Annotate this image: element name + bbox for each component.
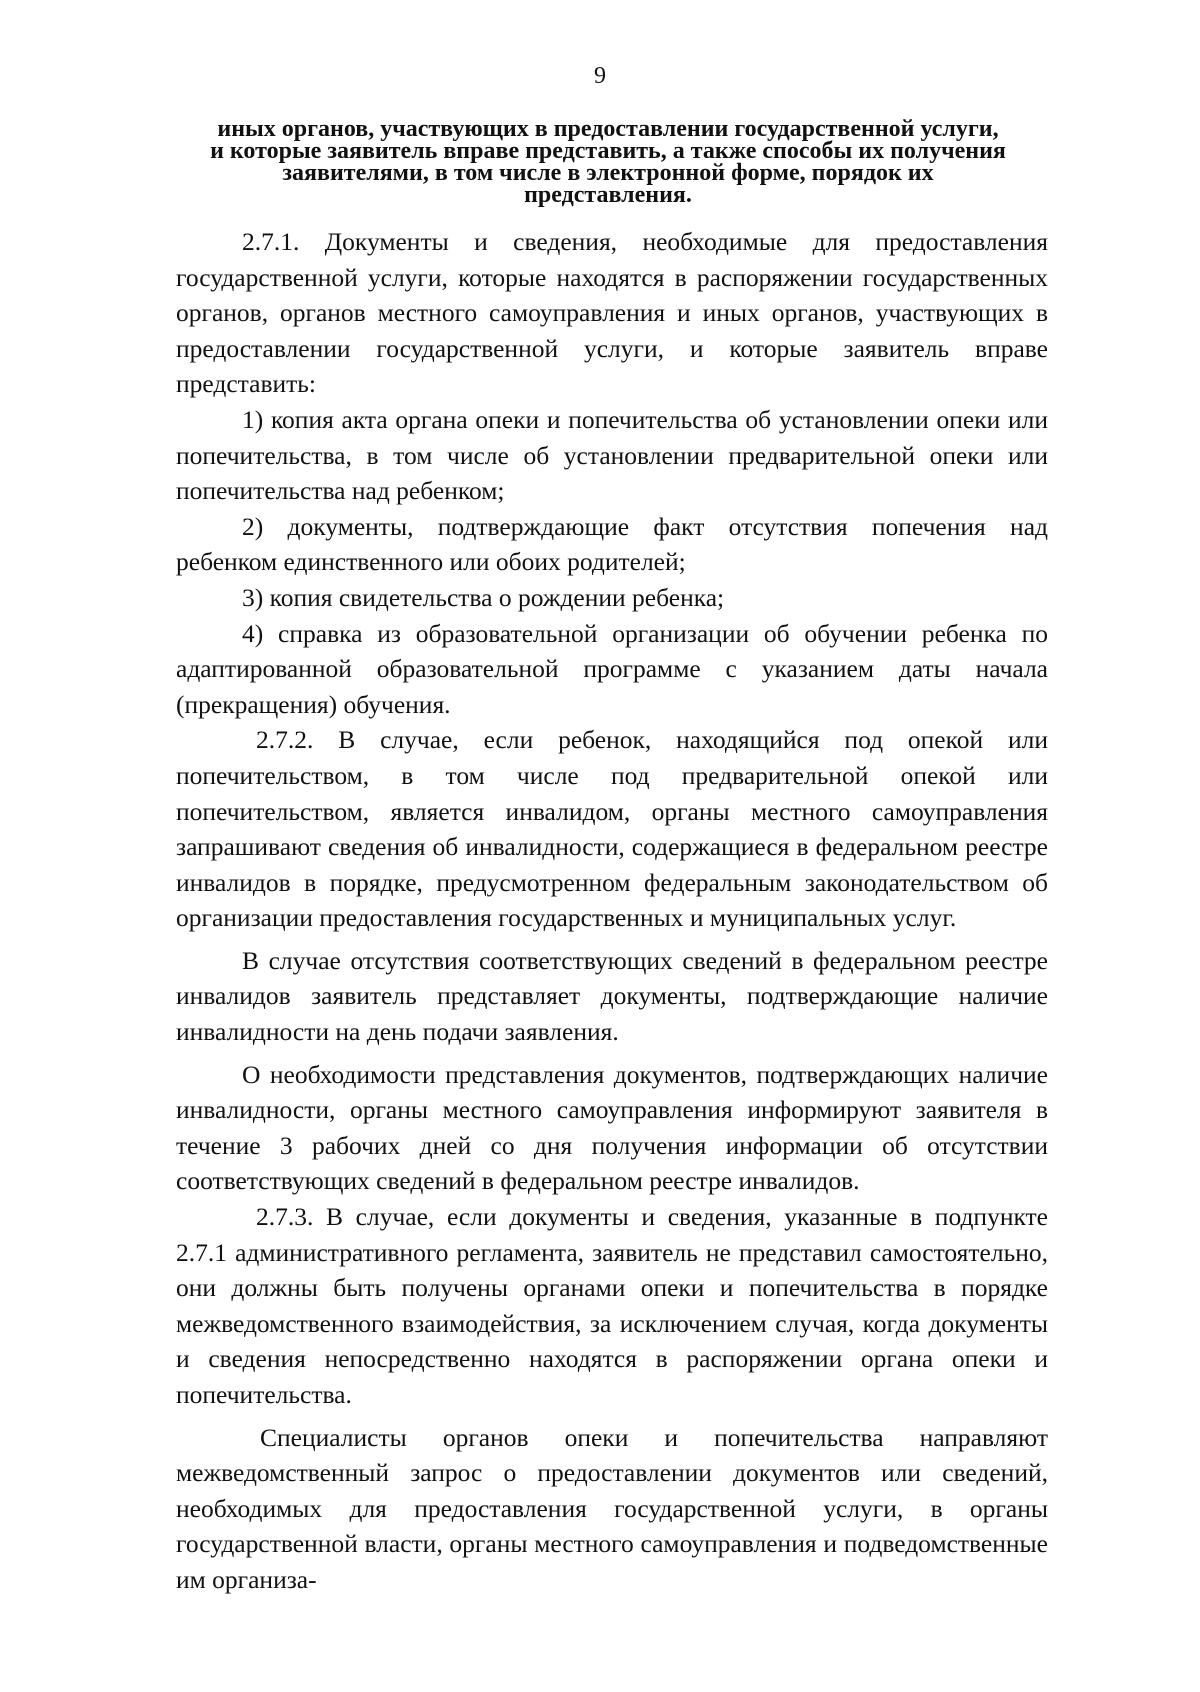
paragraph-notification: О необходимости представления документов, подтверждающих наличие инвалидности, органы местного самоуправления информируют заявителя в течение 3 рабочих дней со дня получения информации об отсутствии соответствующих сведений в федеральном реестре инвалидов. [176,1059,1048,1196]
page-number: 9 [594,63,606,89]
document-body [176,224,1048,1598]
heading-line: и которые заявитель вправе представить, а также способы их получения [210,138,1006,164]
list-item-2: 2) документы, подтверждающие факт отсутствия попечения над ребенком единственного или обоих родителей; [176,511,1048,577]
heading-line: представления. [524,182,692,208]
paragraph-2-7-3: 2.7.3. В случае, если документы и сведения, указанные в подпункте 2.7.1 административного регламента, заявитель не представил самостоятельно, они должны быть получены органами опеки и попечительства в порядке межведомственного взаимодействия, за исключением случая, когда документы и сведения непосредственно находятся в распоряжении органа опеки и попечительства. [176,1202,1048,1409]
list-item-1: 1) копия акта органа опеки и попечительства об установлении опеки или попечительства, в том числе об установлении предварительной опеки или попечительства над ребенком; [176,404,1048,506]
list-item-4: 4) справка из образовательной организации об обучении ребенка по адаптированной образовательной программе с указанием даты начала (прекращения) обучения. [176,618,1048,719]
list-item-3: 3) копия свидетельства о рождении ребенка; [242,582,725,612]
paragraph-specialists: Специалисты органов опеки и попечительства направляют межведомственный запрос о предоставлении документов или сведений, необходимых для предоставления государственной услуги, в органы государственной власти, органы местного самоуправления и подведомственные им организа- [176,1422,1048,1594]
section-heading [168,118,1048,206]
paragraph-2-7-2: 2.7.2. В случае, если ребенок, находящийся под опекой или попечительством, в том числе под предварительной опекой или попечительством, является инвалидом, органы местного самоуправления запрашивают сведения об инвалидности, содержащиеся в федеральном реестре инвалидов в порядке, предусмотренном федеральным законодательством об организации предоставления государственных и муниципальных услуг. [176,725,1048,933]
paragraph-2-7-1: 2.7.1. Документы и сведения, необходимые для предоставления государственной услуги, которые находятся в распоряжении государственных органов, органов местного самоуправления и иных органов, участвующих в предоставлении государственной услуги, и которые заявитель вправе представить: [176,227,1048,399]
heading-line: заявителями, в том числе в электронной форме, порядок их [282,160,934,186]
heading-line: иных органов, участвующих в предоставлении государственной услуги, [217,116,999,142]
paragraph-absence-of-data: В случае отсутствия соответствующих сведений в федеральном реестре инвалидов заявитель представляет документы, подтверждающие наличие инвалидности на день подачи заявления. [176,945,1048,1047]
